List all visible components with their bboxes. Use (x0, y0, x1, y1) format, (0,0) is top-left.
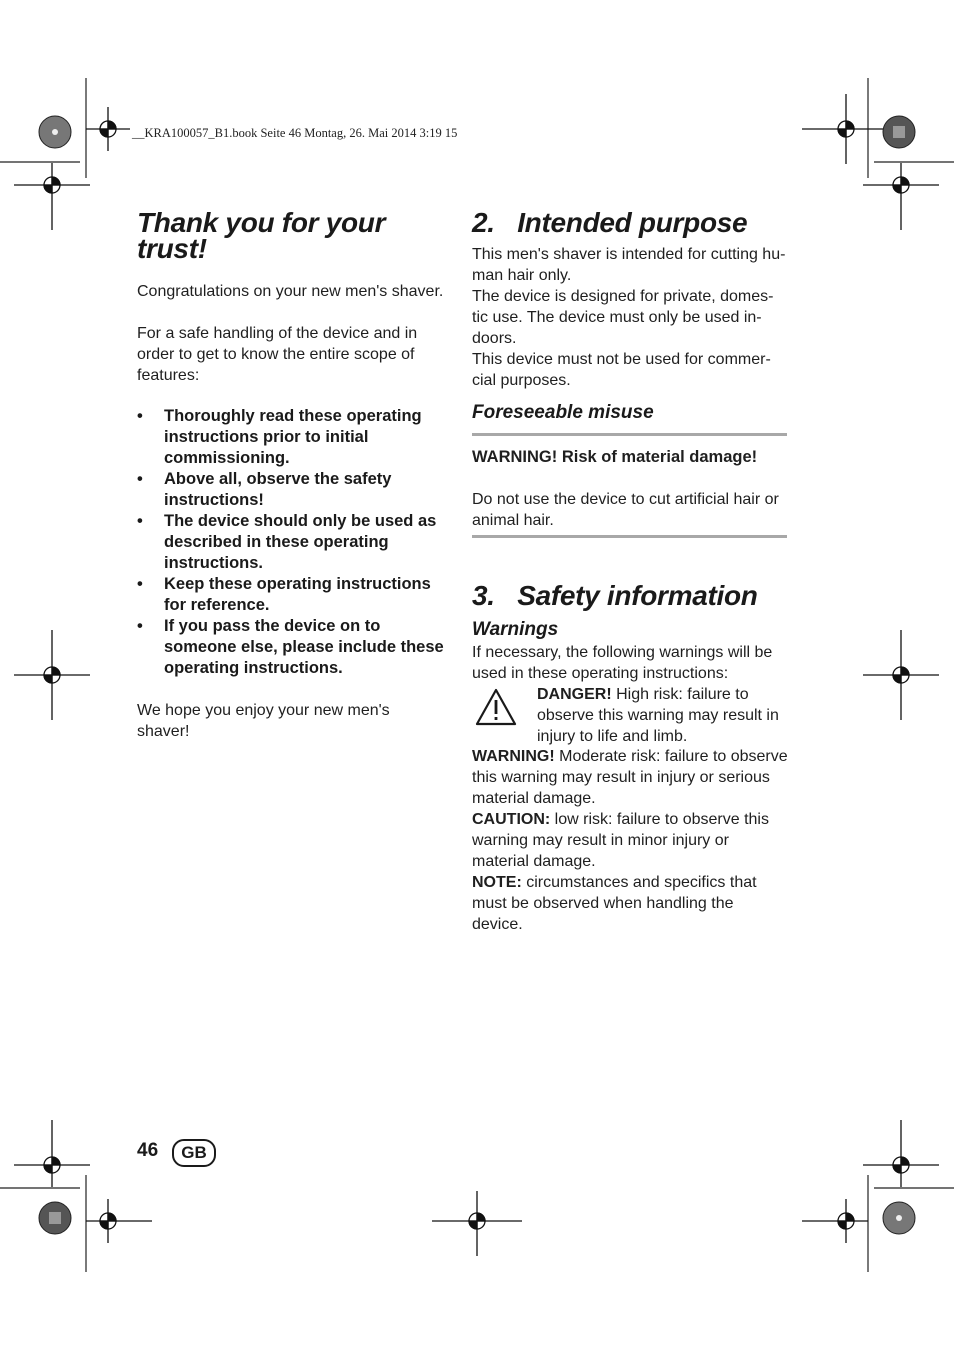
note-text: circumstances and specifics that must be observed when handling the device. (472, 874, 757, 933)
closing-paragraph: We hope you enjoy your new men's shaver! (137, 702, 390, 740)
warning-text: Moderate risk: failure to observe this warning may result in injury or serious material damage. (472, 748, 788, 807)
caution-text: low risk: failure to observe this warning may result in minor injury or material damage. (472, 811, 769, 870)
note-label: NOTE: (472, 874, 522, 891)
misuse-text: Do not use the device to cut artificial hair or animal hair. (472, 491, 779, 529)
warnings-subheading: Warnings (472, 619, 559, 640)
purpose-line: tic use. The device must only be used in- (472, 309, 762, 326)
divider (472, 535, 787, 538)
intro-paragraph-1: Congratulations on your new men's shaver. (137, 283, 444, 300)
purpose-line: This men's shaver is intended for cutting hu- (472, 246, 786, 263)
section-3-title: 3. Safety information (472, 580, 758, 611)
section-2-title: 2. Intended purpose (472, 207, 748, 238)
list-item: • The device should only be used as described in these operating instructions. (137, 512, 437, 572)
purpose-line: This device must not be used for commer- (472, 351, 771, 368)
purpose-line: man hair only. (472, 267, 572, 284)
warning-label: WARNING! (472, 748, 555, 765)
misuse-warning-title: WARNING! Risk of material damage! (472, 448, 758, 466)
list-item: • Above all, observe the safety instructions! (137, 470, 392, 509)
warning-triangle-icon (474, 687, 518, 727)
danger-description (537, 684, 789, 747)
caution-description (472, 809, 790, 872)
warning-description (472, 746, 790, 809)
purpose-line: cial purposes. (472, 372, 571, 389)
divider (472, 433, 787, 436)
misuse-subheading: Foreseeable misuse (472, 402, 654, 423)
warnings-intro: If necessary, the following warnings will be used in these operating instructions: (472, 644, 773, 682)
list-item: • Thoroughly read these operating instructions prior to initial commissioning. (137, 407, 422, 467)
intro-paragraph-2: For a safe handling of the device and in order to get to know the entire scope of features: (137, 325, 418, 384)
caution-label: CAUTION: (472, 811, 551, 828)
book-info-header: __KRA100057_B1.book Seite 46 Montag, 26. Mai 2014 3:19 15 (132, 126, 458, 140)
purpose-line: The device is designed for private, domes- (472, 288, 774, 305)
language-badge: GB (172, 1139, 216, 1167)
danger-label: DANGER! (537, 686, 612, 703)
purpose-line: doors. (472, 330, 517, 347)
list-item: • Keep these operating instructions for reference. (137, 575, 431, 614)
note-description (472, 872, 782, 935)
danger-text: High risk: failure to observe this warning may result in injury to life and limb. (537, 686, 779, 745)
page-number: 46 (137, 1140, 159, 1161)
list-item: • If you pass the device on to someone else, please include these operating instructions. (137, 617, 444, 677)
page-title: Thank you for your trust! (137, 207, 386, 264)
